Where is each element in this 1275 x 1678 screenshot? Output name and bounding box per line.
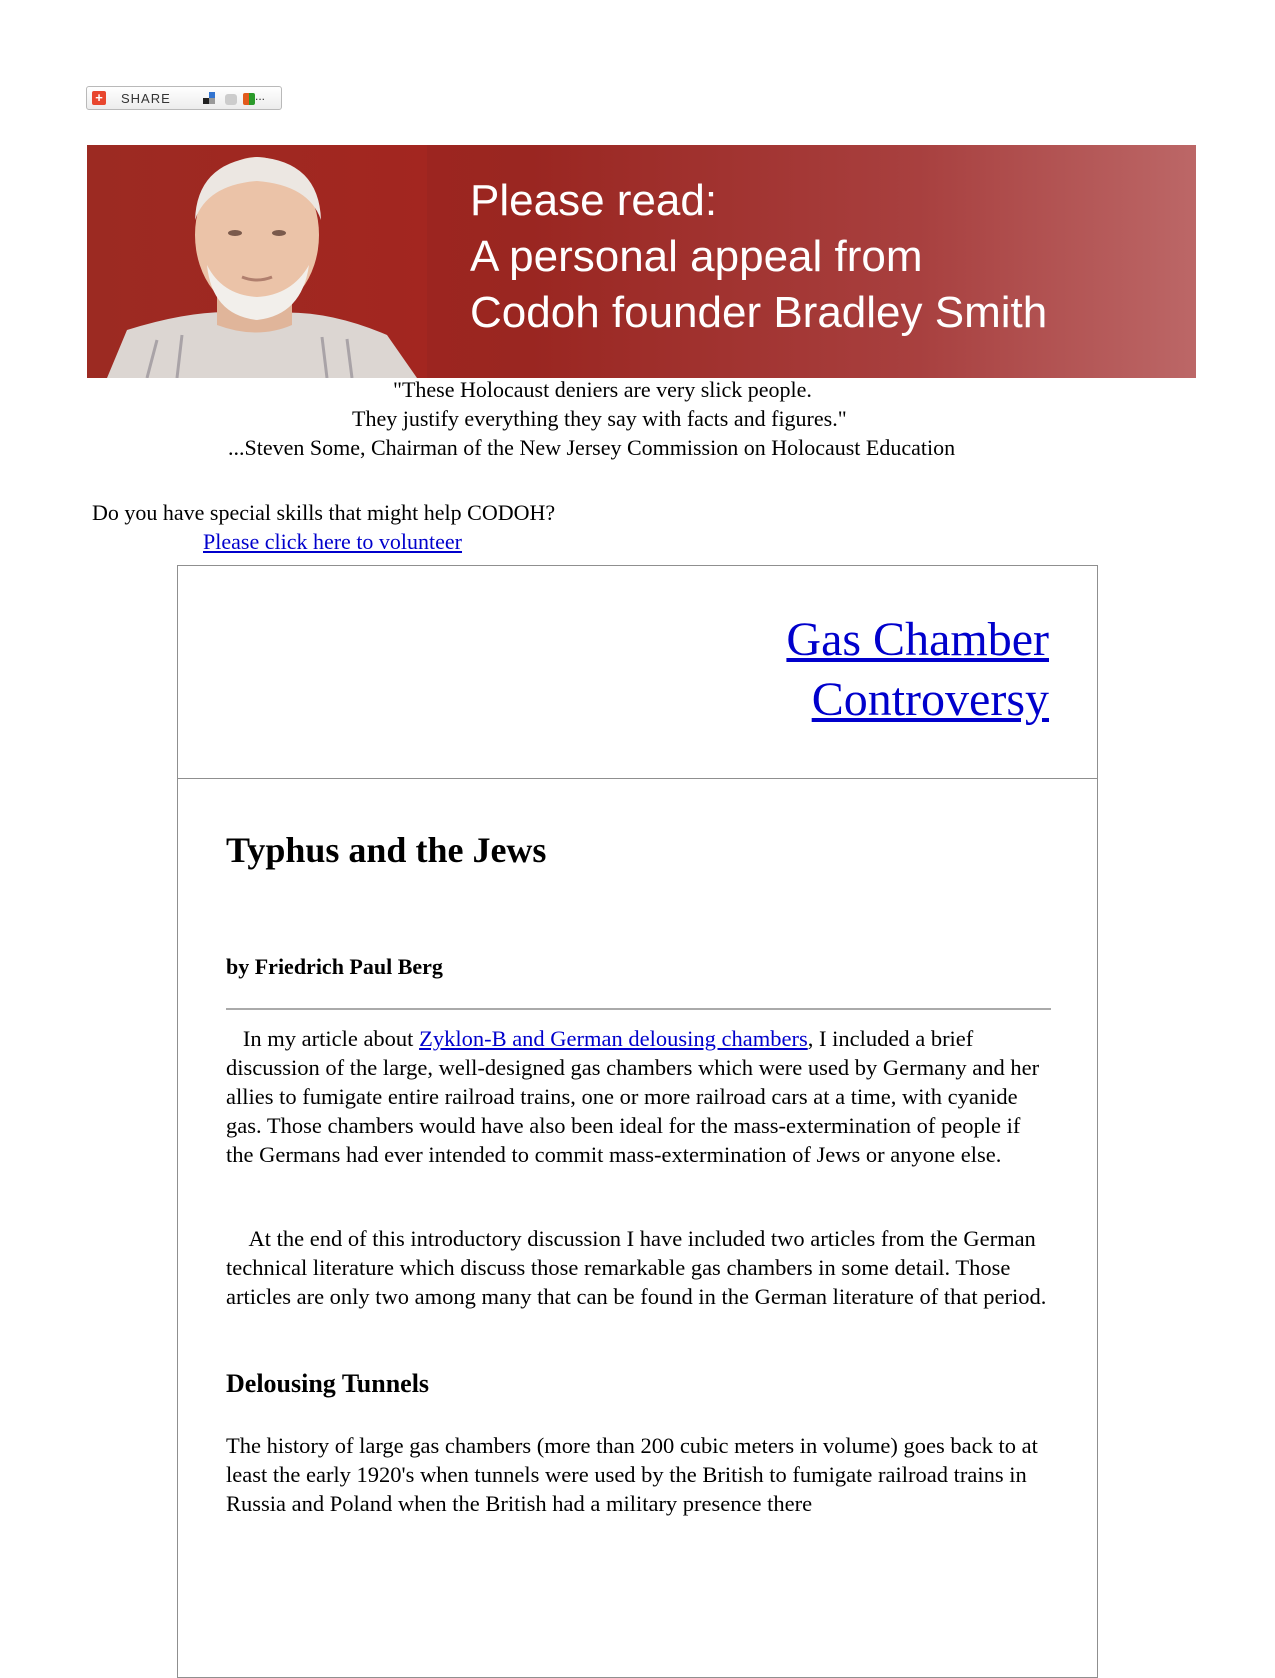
section-heading: Delousing Tunnels: [226, 1369, 430, 1398]
more-dots[interactable]: ...: [255, 89, 266, 103]
banner-line-2: A personal appeal from: [470, 232, 923, 281]
skills-question: Do you have special skills that might help CODOH?: [92, 500, 556, 525]
paragraph-3: The history of large gas chambers (more than 200 cubic meters in volume) goes back to at least the early 1920's when tunnels were used by the British to fumigate railroad trains in Russia and Poland when the British had a military presence there: [226, 1433, 1038, 1516]
plus-icon: +: [92, 91, 106, 105]
divider: [226, 1008, 1051, 1010]
paragraph-1-start: In my article about: [242, 1026, 420, 1051]
google-icon: [243, 93, 255, 105]
paragraph-2-text: At the end of this introductory discussion I have included two articles from the German technical literature which discuss those remarkable gas chambers in some detail. Those articles are only two among many that can be found in the German literature of that period.: [226, 1226, 1047, 1309]
banner-line-3: Codoh founder Bradley Smith: [470, 288, 1048, 337]
paragraph-1-rest: , I included a brief discussion of the large, well-designed gas chambers which were used by Germany and her allies to fumigate entire railroad trains, one or more railroad cars at a time, with cyanide gas. Those chambers would have also been ideal for the mass-extermination of people if the Germans had ever intended to commit mass-extermination of Jews or anyone else.: [226, 1026, 1040, 1167]
paragraph-1: [226, 1024, 1051, 1169]
share-button[interactable]: [86, 86, 282, 110]
share-label: SHARE: [121, 91, 171, 106]
delicious-icon-part2: [209, 98, 215, 104]
founder-portrait: [87, 145, 427, 378]
quote-line-2: They justify everything they say with facts and figures.": [352, 406, 847, 431]
social-icons: [203, 91, 279, 107]
topic-title: [786, 610, 1049, 730]
topic-link-line-1[interactable]: Gas Chamber: [786, 613, 1049, 666]
paragraph-2: [226, 1224, 1051, 1311]
banner-line-1: Please read:: [470, 176, 718, 225]
volunteer-link[interactable]: Please click here to volunteer: [203, 529, 463, 554]
appeal-banner[interactable]: [87, 145, 1196, 378]
quote-line-1: "These Holocaust deniers are very slick people.: [393, 377, 812, 402]
article-title: Typhus and the Jews: [226, 830, 547, 870]
quote-attribution: ...Steven Some, Chairman of the New Jersey Commission on Holocaust Education: [228, 435, 956, 460]
banner-text: [470, 173, 1047, 341]
digg-icon: [225, 94, 237, 105]
byline: by Friedrich Paul Berg: [226, 954, 443, 979]
topic-header-box: [177, 565, 1098, 779]
topic-link-line-2[interactable]: Controversy: [811, 673, 1049, 726]
zyklon-article-link[interactable]: Zyklon-B and German delousing chambers: [419, 1026, 808, 1051]
article-box: [177, 778, 1098, 1678]
